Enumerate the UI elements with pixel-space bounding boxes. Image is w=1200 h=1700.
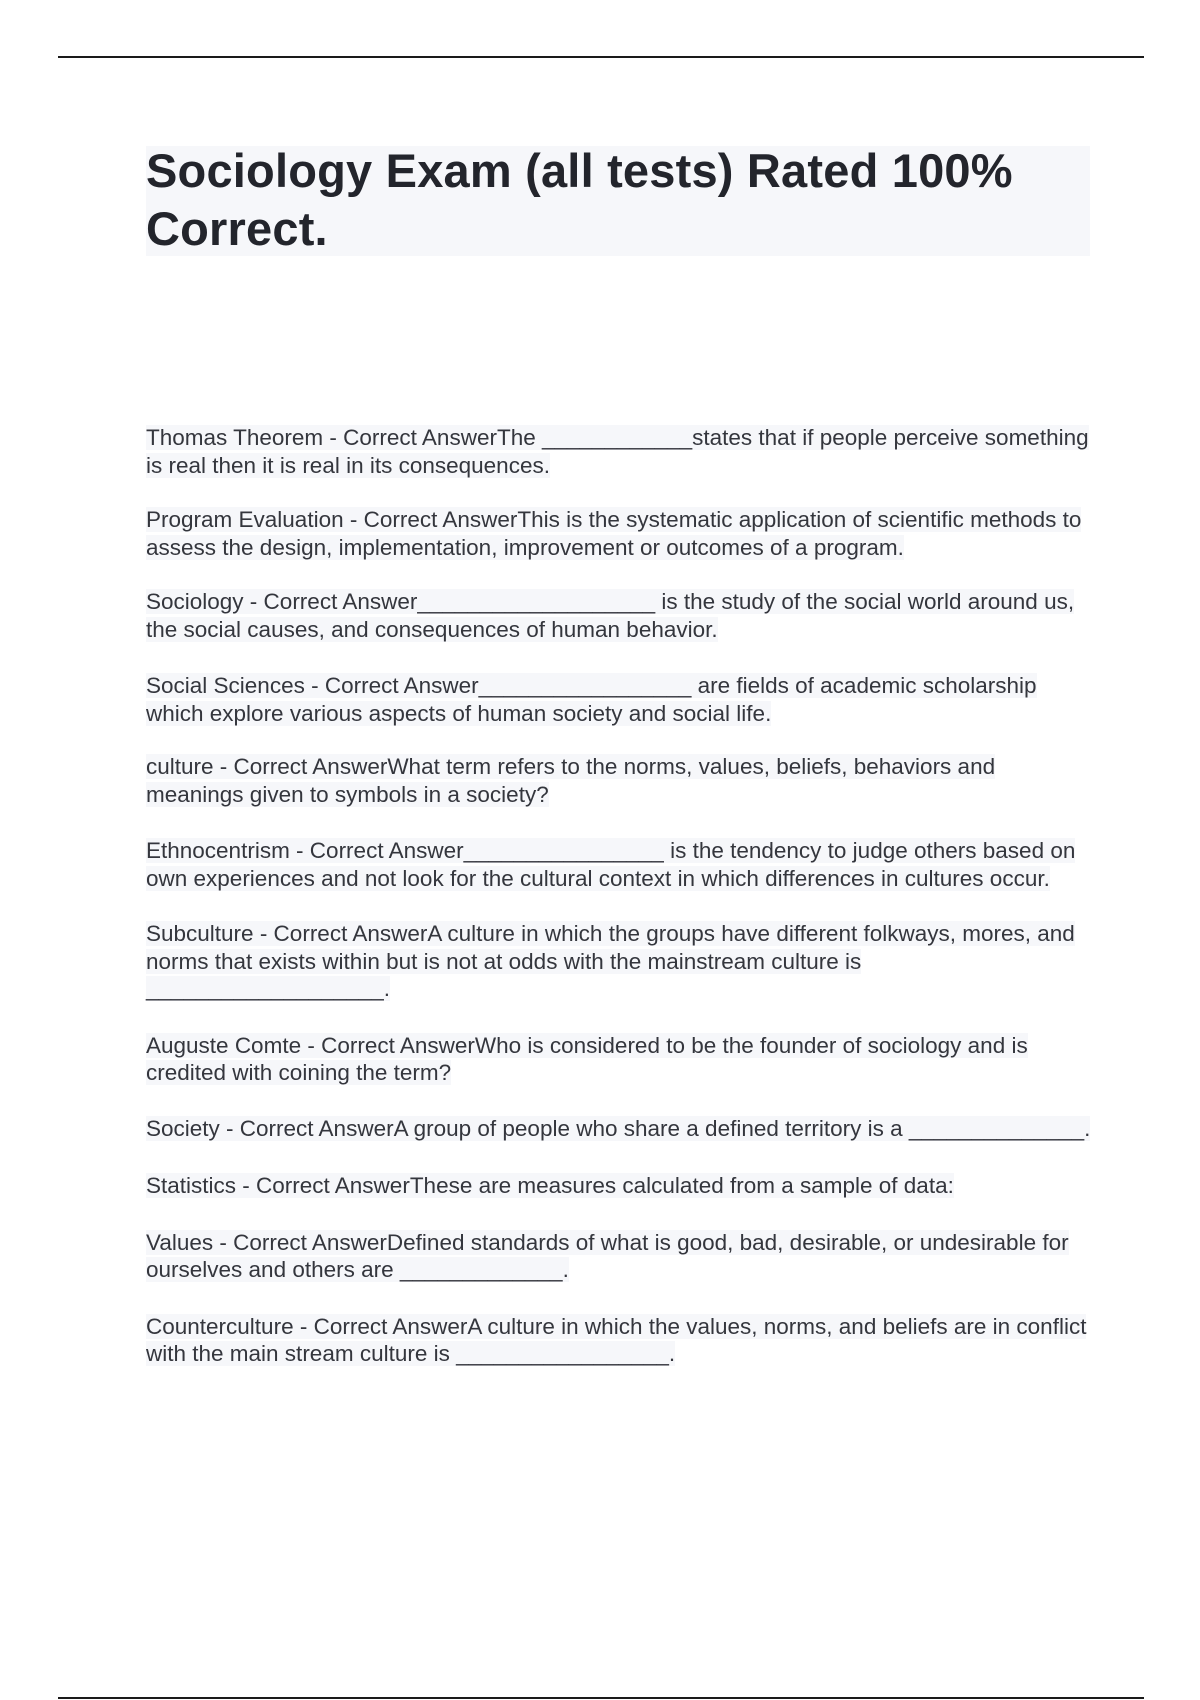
qa-item-values: Values - Correct AnswerDefined standards of what is good, bad, desirable, or undesirable for ourselves and others are _____________. (146, 1229, 1069, 1282)
qa-item-culture: culture - Correct AnswerWhat term refers to the norms, values, beliefs, behaviors and meanings given to symbols in a society? (146, 754, 996, 807)
top-rule (58, 56, 1144, 58)
qa-item-sociology: Sociology - Correct Answer___________________ is the study of the social world around us, the social causes, and consequences of human behavior. (146, 589, 1075, 642)
qa-item-program-evaluation: Program Evaluation - Correct AnswerThis is the systematic application of scientific methods to assess the design, implementation, improvement or outcomes of a program. (146, 507, 1082, 560)
qa-item-auguste-comte: Auguste Comte - Correct AnswerWho is considered to be the founder of sociology and is credited with coining the term? (146, 1032, 1028, 1085)
qa-item-social-sciences: Social Sciences - Correct Answer_________________ are fields of academic scholarship which explore various aspects of human society and social life. (146, 673, 1037, 726)
bottom-rule (58, 1697, 1144, 1699)
qa-item-subculture: Subculture - Correct AnswerA culture in which the groups have different folkways, mores, and norms that exists within but is not at odds with the mainstream culture is ___________________. (146, 921, 1075, 1001)
document-title: Sociology Exam (all tests) Rated 100% Correct. (146, 144, 1013, 255)
qa-list (146, 424, 1096, 1396)
qa-item-statistics: Statistics - Correct AnswerThese are measures calculated from a sample of data: (146, 1173, 954, 1198)
qa-item-counterculture: Counterculture - Correct AnswerA culture in which the values, norms, and beliefs are in conflict with the main stream culture is _________________. (146, 1313, 1087, 1366)
qa-item-thomas-theorem: Thomas Theorem - Correct AnswerThe ____________states that if people perceive something is real then it is real in its consequences. (146, 425, 1089, 478)
qa-item-ethnocentrism: Ethnocentrism - Correct Answer________________ is the tendency to judge others based on own experiences and not look for the cultural context in which differences in cultures occur. (146, 838, 1076, 891)
qa-item-society: Society - Correct AnswerA group of people who share a defined territory is a ______________. (146, 1115, 1091, 1141)
